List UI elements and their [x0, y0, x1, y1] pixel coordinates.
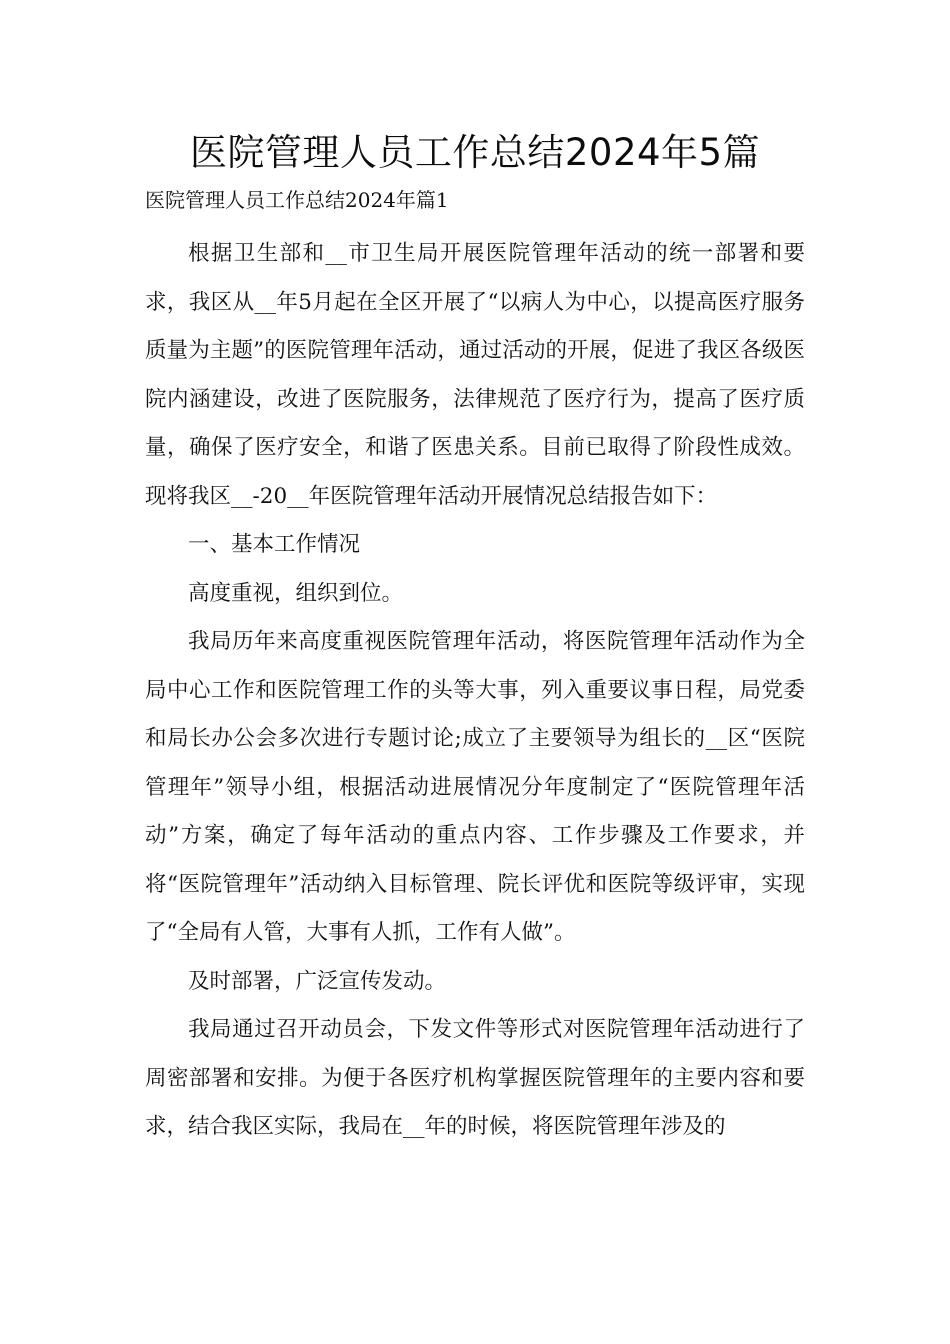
subsection-heading: 及时部署，广泛宣传发动。 [188, 968, 447, 994]
body-paragraph: 根据卫生部和__市卫生局开展医院管理年活动的统一部署和要求，我区从__年5月起在全区开展了“以病人为中心，以提高医疗服务质量为主题”的医院管理年活动，通过活动的开展，促进了我区各级医院内涵建设，改进了医院服务，法律规范了医疗行为，提高了医疗质量，确保了医疗安全，和谐了医患关系。目前已取得了阶段性成效。现将我区__-20__年医院管理年活动开展情况总结报告如下： [145, 241, 805, 509]
body-paragraph: 我局通过召开动员会，下发文件等形式对医院管理年活动进行了周密部署和安排。为便于各医疗机构掌握医院管理年的主要内容和要求，结合我区实际，我局在__年的时候，将医院管理年涉及的 [145, 1017, 805, 1139]
document-body [145, 230, 805, 1152]
document-title: 医院管理人员工作总结2024年5篇 [189, 131, 761, 174]
section-subtitle: 医院管理人员工作总结2024年篇1 [145, 188, 449, 212]
subsection-heading: 高度重视，组织到位。 [188, 580, 404, 606]
section-heading: 一、基本工作情况 [188, 532, 361, 557]
body-paragraph: 我局历年来高度重视医院管理年活动，将医院管理年活动作为全局中心工作和医院管理工作的头等大事，列入重要议事日程，局党委和局长办公会多次进行专题讨论;成立了主要领导为组长的__区“医院管理年”领导小组，根据活动进展情况分年度制定了“医院管理年活动”方案，确定了每年活动的重点内容、工作步骤及工作要求，并将“医院管理年”活动纳入目标管理、院长评优和医院等级评审，实现了“全局有人管，大事有人抓，工作有人做”。 [145, 629, 805, 945]
